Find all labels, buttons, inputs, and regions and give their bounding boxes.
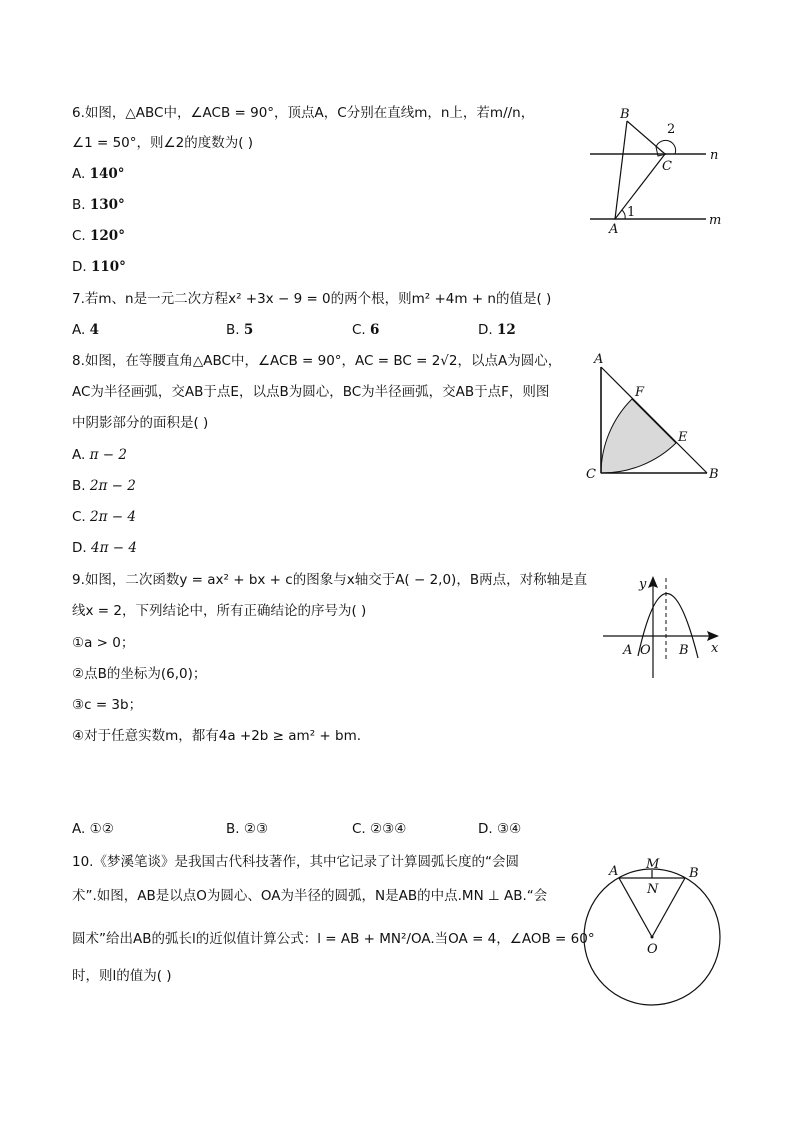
q8-line-3: 中阴影部分的面积是( ) xyxy=(72,415,209,431)
q9-statement-2: ②点B的坐标为(6,0)； xyxy=(72,666,207,682)
svg-text:y: y xyxy=(639,577,647,592)
q6-option-c[interactable]: C. 120° xyxy=(72,228,125,244)
svg-text:O: O xyxy=(640,643,651,658)
q6-option-d[interactable]: D. 110° xyxy=(72,259,126,275)
svg-text:m: m xyxy=(709,213,722,228)
svg-text:C: C xyxy=(662,159,672,174)
q9-option-a[interactable]: A. ①② xyxy=(72,821,114,837)
q6-line-1: 6.如图，△ABC中，∠ACB = 90°，顶点A，C分别在直线m，n上，若m//n， xyxy=(72,105,535,121)
svg-text:1: 1 xyxy=(627,205,636,220)
svg-text:F: F xyxy=(635,385,645,400)
q7-option-d[interactable]: D. 12 xyxy=(478,322,516,338)
q9-statement-1: ①a > 0； xyxy=(72,635,135,651)
q9-line-2: 线x = 2，下列结论中，所有正确结论的序号为( ) xyxy=(72,603,367,619)
q8-option-d[interactable]: D. 4π − 4 xyxy=(72,540,137,556)
svg-text:B: B xyxy=(679,643,689,658)
q8-figure xyxy=(580,345,730,485)
svg-text:O: O xyxy=(647,942,658,957)
q6-option-a[interactable]: A. 140° xyxy=(72,166,125,182)
svg-text:2: 2 xyxy=(667,122,676,137)
svg-text:A: A xyxy=(609,864,619,879)
svg-text:B: B xyxy=(620,107,630,122)
q9-option-b[interactable]: B. ②③ xyxy=(226,821,269,837)
q7-line-1: 7.若m、n是一元二次方程x² +3x − 9 = 0的两个根，则m² +4m + n的值是( ) xyxy=(72,291,552,307)
svg-text:A: A xyxy=(609,222,619,237)
q8-option-a[interactable]: A. π − 2 xyxy=(72,447,127,463)
q9-statement-3: ③c = 3b； xyxy=(72,697,143,713)
svg-text:E: E xyxy=(678,430,688,445)
svg-text:n: n xyxy=(710,148,719,163)
q9-option-c[interactable]: C. ②③④ xyxy=(352,821,407,837)
svg-text:x: x xyxy=(711,641,719,656)
q8-line-2: AC为半径画弧，交AB于点E，以点B为圆心，BC为半径画弧，交AB于点F，则图 xyxy=(72,384,550,400)
q6-figure xyxy=(580,95,730,245)
svg-text:A: A xyxy=(623,643,633,658)
q6-option-b[interactable]: B. 130° xyxy=(72,197,125,213)
svg-text:B: B xyxy=(689,866,699,881)
q9-line-1: 9.如图，二次函数y = ax² + bx + c的图象与x轴交于A( − 2,0)，B两点，对称轴是直 xyxy=(72,572,588,588)
svg-text:C: C xyxy=(586,467,596,482)
q9-figure xyxy=(595,570,725,680)
svg-text:A: A xyxy=(594,352,604,367)
q9-statement-4: ④对于任意实数m，都有4a +2b ≥ am² + bm. xyxy=(72,728,362,744)
q8-option-c[interactable]: C. 2π − 4 xyxy=(72,509,136,525)
svg-text:N: N xyxy=(647,882,659,897)
q7-option-b[interactable]: B. 5 xyxy=(226,322,254,338)
q9-option-d[interactable]: D. ③④ xyxy=(478,821,522,837)
q10-line-1: 10.《梦溪笔谈》是我国古代科技著作，其中它记录了计算圆弧长度的“会圆 xyxy=(72,854,519,870)
q10-line-2: 术”.如图，AB是以点O为圆心、OA为半径的圆弧，N是AB的中点.MN ⊥ AB.“会 xyxy=(72,888,548,904)
q10-figure xyxy=(575,845,735,1010)
svg-text:B: B xyxy=(709,467,719,482)
q6-line-2: ∠1 = 50°，则∠2的度数为( ) xyxy=(72,135,254,151)
q10-line-4: 时，则l的值为( ) xyxy=(72,968,172,984)
q8-line-1: 8.如图，在等腰直角△ABC中，∠ACB = 90°，AC = BC = 2√2，以点A为圆心， xyxy=(72,353,562,369)
q10-line-3: 圆术”给出AB的弧长l的近似值计算公式：l = AB + MN²/OA.当OA = 4，∠AOB = 60° xyxy=(72,931,595,947)
q7-option-c[interactable]: C. 6 xyxy=(352,322,380,338)
q7-option-a[interactable]: A. 4 xyxy=(72,322,99,338)
svg-text:M: M xyxy=(646,857,660,872)
q8-option-b[interactable]: B. 2π − 2 xyxy=(72,478,136,494)
